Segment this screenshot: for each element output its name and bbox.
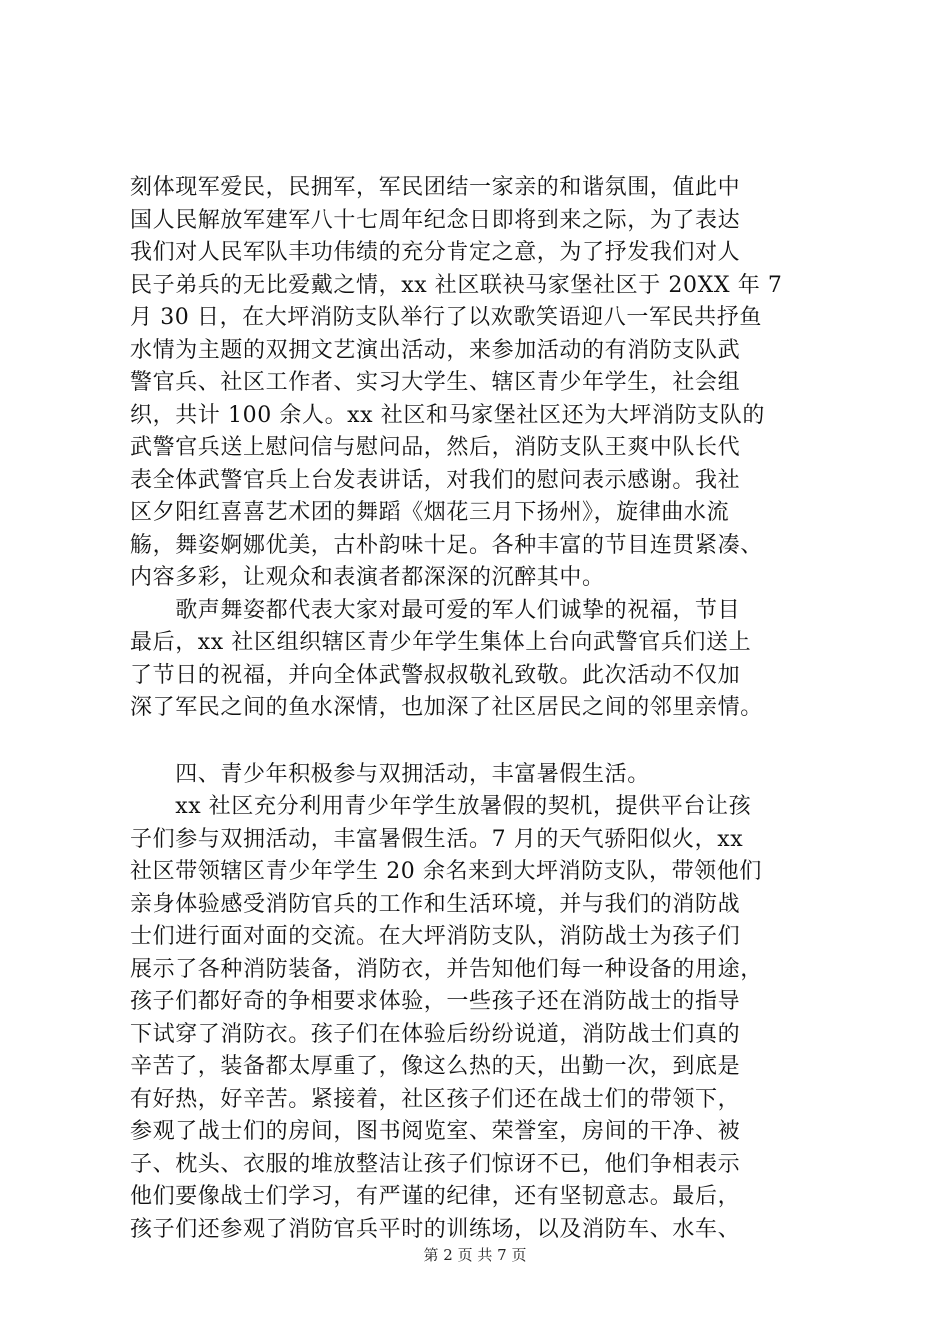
page-footer: 第 2 页 共 7 页 xyxy=(423,1246,527,1264)
text-line: 子们参与双拥活动，丰富暑假生活。7 月的天气骄阳似火，xx xyxy=(130,826,744,852)
text-line: 有好热，好辛苦。紧接着，社区孩子们还在战士们的带领下， xyxy=(130,1086,741,1112)
text-line: 歌声舞姿都代表大家对最可爱的军人们诚挚的祝福，节目 xyxy=(130,597,741,623)
text-line: 刻体现军爱民，民拥军，军民团结一家亲的和谐氛围，值此中 xyxy=(130,175,741,200)
text-line: 参观了战士们的房间，图书阅览室、荣誉室，房间的干净、被 xyxy=(130,1119,741,1144)
text-line: 觞，舞姿婀娜优美，古朴韵味十足。各种丰富的节目连贯紧凑、 xyxy=(130,532,763,558)
text-line: xx 社区充分利用青少年学生放暑假的契机，提供平台让孩 xyxy=(130,794,752,819)
text-line: 武警官兵送上慰问信与慰问品，然后，消防支队王爽中队长代 xyxy=(130,435,741,460)
text-line: 区夕阳红喜喜艺术团的舞蹈《烟花三月下扬州》，旋律曲水流 xyxy=(130,500,730,525)
text-line: 民子弟兵的无比爱戴之情，xx 社区联袂马家堡社区于 20XX 年 7 xyxy=(130,272,783,298)
paragraph xyxy=(130,172,830,595)
text-line: 了节日的祝福，并向全体武警叔叔敬礼致敬。此次活动不仅加 xyxy=(130,662,741,688)
text-line: 展示了各种消防装备，消防衣，并告知他们每一种设备的用途， xyxy=(130,956,763,982)
body-text xyxy=(130,172,830,1246)
text-line: 水情为主题的双拥文艺演出活动，来参加活动的有消防支队武 xyxy=(130,337,741,363)
text-line: 孩子们还参观了消防官兵平时的训练场，以及消防车、水车、 xyxy=(130,1216,741,1242)
text-line: 织，共计 100 余人。xx 社区和马家堡社区还为大坪消防支队的 xyxy=(130,402,765,428)
text-line: 子、枕头、衣服的堆放整洁让孩子们惊讶不已，他们争相表示 xyxy=(130,1151,741,1177)
paragraph-gap xyxy=(130,725,830,759)
text-line: 下试穿了消防衣。孩子们在体验后纷纷说道，消防战士们真的 xyxy=(130,1021,741,1047)
text-line: 月 30 日，在大坪消防支队举行了以欢歌笑语迎八一军民共抒鱼 xyxy=(130,305,762,330)
text-line: 孩子们都好奇的争相要求体验，一些孩子还在消防战士的指导 xyxy=(130,989,741,1014)
text-line: 国人民解放军建军八十七周年纪念日即将到来之际，为了表达 xyxy=(130,207,741,233)
paragraph xyxy=(130,791,830,1246)
text-line: 最后，xx 社区组织辖区青少年学生集体上台向武警官兵们送上 xyxy=(130,630,752,655)
text-line: 社区带领辖区青少年学生 20 余名来到大坪消防支队，带领他们 xyxy=(130,859,762,884)
text-line: 他们要像战士们学习，有严谨的纪律，还有坚韧意志。最后， xyxy=(130,1184,741,1209)
paragraph xyxy=(130,759,830,792)
text-line: 深了军民之间的鱼水深情，也加深了社区居民之间的邻里亲情。 xyxy=(130,695,763,720)
text-line: 内容多彩，让观众和表演者都深深的沉醉其中。 xyxy=(130,565,605,590)
text-line: 警官兵、社区工作者、实习大学生、辖区青少年学生，社会组 xyxy=(130,370,741,395)
text-line: 亲身体验感受消防官兵的工作和生活环境，并与我们的消防战 xyxy=(130,891,741,917)
text-line: 我们对人民军队丰功伟绩的充分肯定之意，为了抒发我们对人 xyxy=(130,240,741,265)
paragraph xyxy=(130,595,830,725)
text-line: 士们进行面对面的交流。在大坪消防支队，消防战士为孩子们 xyxy=(130,924,741,949)
text-line: 四、青少年积极参与双拥活动，丰富暑假生活。 xyxy=(130,761,650,787)
text-line: 辛苦了，装备都太厚重了，像这么热的天，出勤一次，到底是 xyxy=(130,1054,741,1079)
text-line: 表全体武警官兵上台发表讲话，对我们的慰问表示感谢。我社 xyxy=(130,467,741,493)
